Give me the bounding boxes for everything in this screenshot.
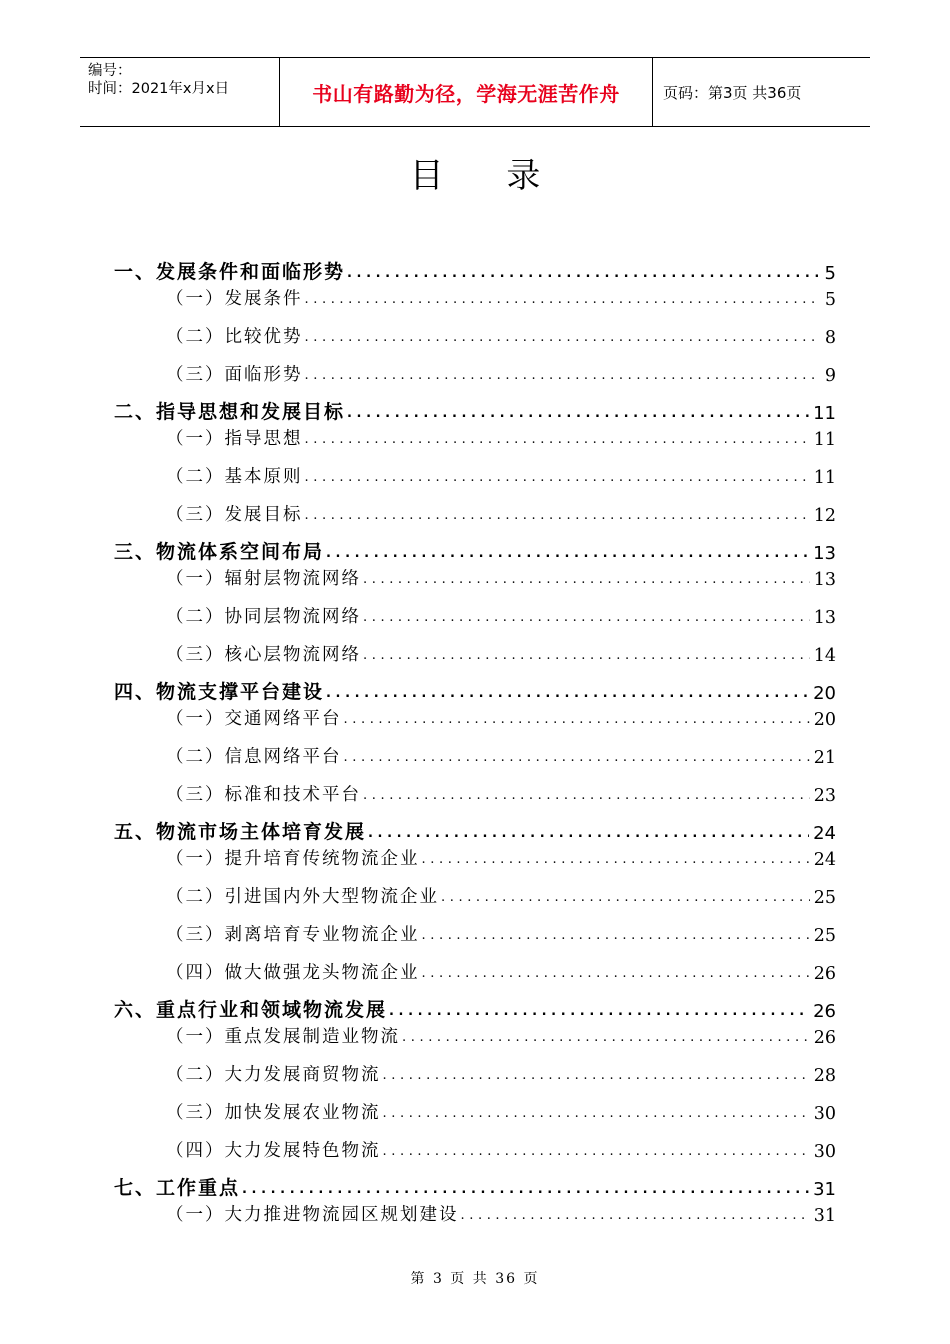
toc-section-entry[interactable] — [114, 564, 836, 590]
toc-entry-page-number: 26 — [813, 1001, 836, 1022]
toc-section-entry[interactable] — [114, 730, 836, 768]
toc-section-entry[interactable] — [114, 488, 836, 526]
toc-section-entry[interactable] — [114, 284, 836, 310]
toc-dot-leader — [368, 826, 809, 841]
toc-entry-label: （二）大力发展商贸物流 — [166, 1065, 381, 1085]
toc-dot-leader — [347, 266, 821, 281]
toc-entry-label: 一、发展条件和面临形势 — [114, 261, 346, 283]
toc-entry-label: 二、指导思想和发展目标 — [114, 401, 346, 423]
toc-entry-label: （三）面临形势 — [166, 365, 303, 385]
toc-entry-page-number: 9 — [824, 366, 836, 386]
toc-dot-leader — [383, 1068, 810, 1083]
toc-section-entry[interactable] — [114, 704, 836, 730]
toc-entry-label: （四）大力发展特色物流 — [166, 1141, 381, 1161]
page-footer: 第 3 页 共 36 页 — [410, 1271, 540, 1287]
toc-entry-label: （一）指导思想 — [166, 429, 303, 449]
toc-entry-label: （二）引进国内外大型物流企业 — [166, 887, 439, 907]
toc-dot-leader — [422, 928, 810, 943]
toc-entry-page-number: 13 — [813, 608, 836, 628]
toc-entry-label: （三）核心层物流网络 — [166, 645, 361, 665]
toc-dot-leader — [344, 712, 810, 727]
toc-dot-leader — [305, 292, 821, 307]
toc-dot-leader — [326, 546, 809, 561]
toc-entry-label: （三）发展目标 — [166, 505, 303, 525]
toc-entry-page-number: 24 — [813, 850, 836, 870]
toc-entry-label: （四）做大做强龙头物流企业 — [166, 963, 420, 983]
toc-entry-page-number: 23 — [813, 786, 836, 806]
toc-dot-leader — [389, 1004, 809, 1019]
toc-section-entry[interactable] — [114, 1124, 836, 1162]
toc-section-entry[interactable] — [114, 1086, 836, 1124]
toc-entry-page-number: 5 — [824, 290, 836, 310]
toc-dot-leader — [402, 1030, 810, 1045]
toc-entry-label: （三）标准和技术平台 — [166, 785, 361, 805]
toc-entry-label: （二）信息网络平台 — [166, 747, 342, 767]
toc-section-entry[interactable] — [114, 424, 836, 450]
toc-entry-page-number: 30 — [813, 1104, 836, 1124]
toc-dot-leader — [383, 1144, 810, 1159]
toc-dot-leader — [305, 330, 821, 345]
toc-dot-leader — [422, 966, 810, 981]
toc-section-entry[interactable] — [114, 310, 836, 348]
toc-entry-label: （一）辐射层物流网络 — [166, 569, 361, 589]
toc-entry-page-number: 24 — [813, 823, 836, 844]
toc-dot-leader — [305, 368, 821, 383]
toc-entry-page-number: 11 — [813, 430, 836, 450]
header-meta — [80, 58, 280, 126]
toc-entry-page-number: 26 — [813, 964, 836, 984]
toc-entry-label: （一）提升培育传统物流企业 — [166, 849, 420, 869]
toc-entry-page-number: 25 — [813, 926, 836, 946]
toc-dot-leader — [305, 508, 810, 523]
document-number: 编号： — [88, 63, 132, 79]
toc-dot-leader — [344, 750, 810, 765]
toc-entry-page-number: 14 — [813, 646, 836, 666]
toc-dot-leader — [242, 1182, 809, 1197]
toc-entry-page-number: 13 — [813, 570, 836, 590]
toc-dot-leader — [305, 432, 810, 447]
toc-entry-label: （一）重点发展制造业物流 — [166, 1027, 400, 1047]
header-motto: 书山有路勤为径，学海无涯苦作舟 — [280, 58, 653, 126]
toc-entry-label: 四、物流支撑平台建设 — [114, 681, 325, 703]
toc-section-entry[interactable] — [114, 946, 836, 984]
toc-dot-leader — [363, 788, 810, 803]
page-title: 目 录 — [409, 156, 567, 196]
toc-entry-label: （一）交通网络平台 — [166, 709, 342, 729]
toc-chapter-entry[interactable] — [114, 812, 836, 844]
toc-dot-leader — [363, 572, 810, 587]
toc-entry-page-number: 11 — [813, 403, 836, 424]
toc-dot-leader — [422, 852, 810, 867]
toc-chapter-entry[interactable] — [114, 532, 836, 564]
toc-chapter-entry[interactable] — [114, 252, 836, 284]
toc-entry-page-number: 5 — [824, 263, 836, 284]
toc-entry-label: 七、工作重点 — [114, 1177, 241, 1199]
toc-section-entry[interactable] — [114, 1022, 836, 1048]
toc-entry-label: 三、物流体系空间布局 — [114, 541, 325, 563]
toc-section-entry[interactable] — [114, 348, 836, 386]
toc-chapter-entry[interactable] — [114, 392, 836, 424]
toc-entry-label: 五、物流市场主体培育发展 — [114, 821, 367, 843]
toc-entry-label: （三）剥离培育专业物流企业 — [166, 925, 420, 945]
toc-entry-page-number: 21 — [813, 748, 836, 768]
toc-entry-label: （二）基本原则 — [166, 467, 303, 487]
toc-dot-leader — [383, 1106, 810, 1121]
toc-section-entry[interactable] — [114, 844, 836, 870]
toc-dot-leader — [363, 648, 810, 663]
toc-entry-page-number: 30 — [813, 1142, 836, 1162]
toc-entry-page-number: 13 — [813, 543, 836, 564]
toc-entry-page-number: 20 — [813, 683, 836, 704]
toc-section-entry[interactable] — [114, 590, 836, 628]
toc-section-entry[interactable] — [114, 450, 836, 488]
toc-entry-page-number: 31 — [813, 1206, 836, 1226]
toc-section-entry[interactable] — [114, 628, 836, 666]
toc-section-entry[interactable] — [114, 870, 836, 908]
toc-dot-leader — [363, 610, 810, 625]
toc-entry-label: （三）加快发展农业物流 — [166, 1103, 381, 1123]
toc-chapter-entry[interactable] — [114, 990, 836, 1022]
toc-dot-leader — [441, 890, 810, 905]
toc-section-entry[interactable] — [114, 768, 836, 806]
document-time: 时间：2021年x月x日 — [88, 81, 230, 97]
toc-entry-page-number: 25 — [813, 888, 836, 908]
toc-entry-page-number: 20 — [813, 710, 836, 730]
toc-entry-label: （一）发展条件 — [166, 289, 303, 309]
toc-entry-page-number: 8 — [824, 328, 836, 348]
page-header — [80, 57, 870, 127]
toc-section-entry[interactable] — [114, 1048, 836, 1086]
toc-entry-page-number: 31 — [813, 1179, 836, 1200]
toc-entry-page-number: 28 — [813, 1066, 836, 1086]
toc-dot-leader — [461, 1208, 810, 1223]
toc-dot-leader — [326, 686, 809, 701]
toc-section-entry[interactable] — [114, 908, 836, 946]
table-of-contents — [114, 252, 836, 1226]
toc-entry-page-number: 11 — [813, 468, 836, 488]
toc-entry-label: （一）大力推进物流园区规划建设 — [166, 1205, 459, 1225]
toc-entry-label: （二）协同层物流网络 — [166, 607, 361, 627]
toc-dot-leader — [305, 470, 810, 485]
toc-dot-leader — [347, 406, 809, 421]
toc-entry-page-number: 12 — [813, 506, 836, 526]
toc-entry-label: （二）比较优势 — [166, 327, 303, 347]
toc-section-entry[interactable] — [114, 1200, 836, 1226]
toc-chapter-entry[interactable] — [114, 672, 836, 704]
header-page-info: 页码：第3页 共36页 — [663, 83, 802, 102]
toc-chapter-entry[interactable] — [114, 1168, 836, 1200]
toc-entry-page-number: 26 — [813, 1028, 836, 1048]
toc-entry-label: 六、重点行业和领域物流发展 — [114, 999, 388, 1021]
